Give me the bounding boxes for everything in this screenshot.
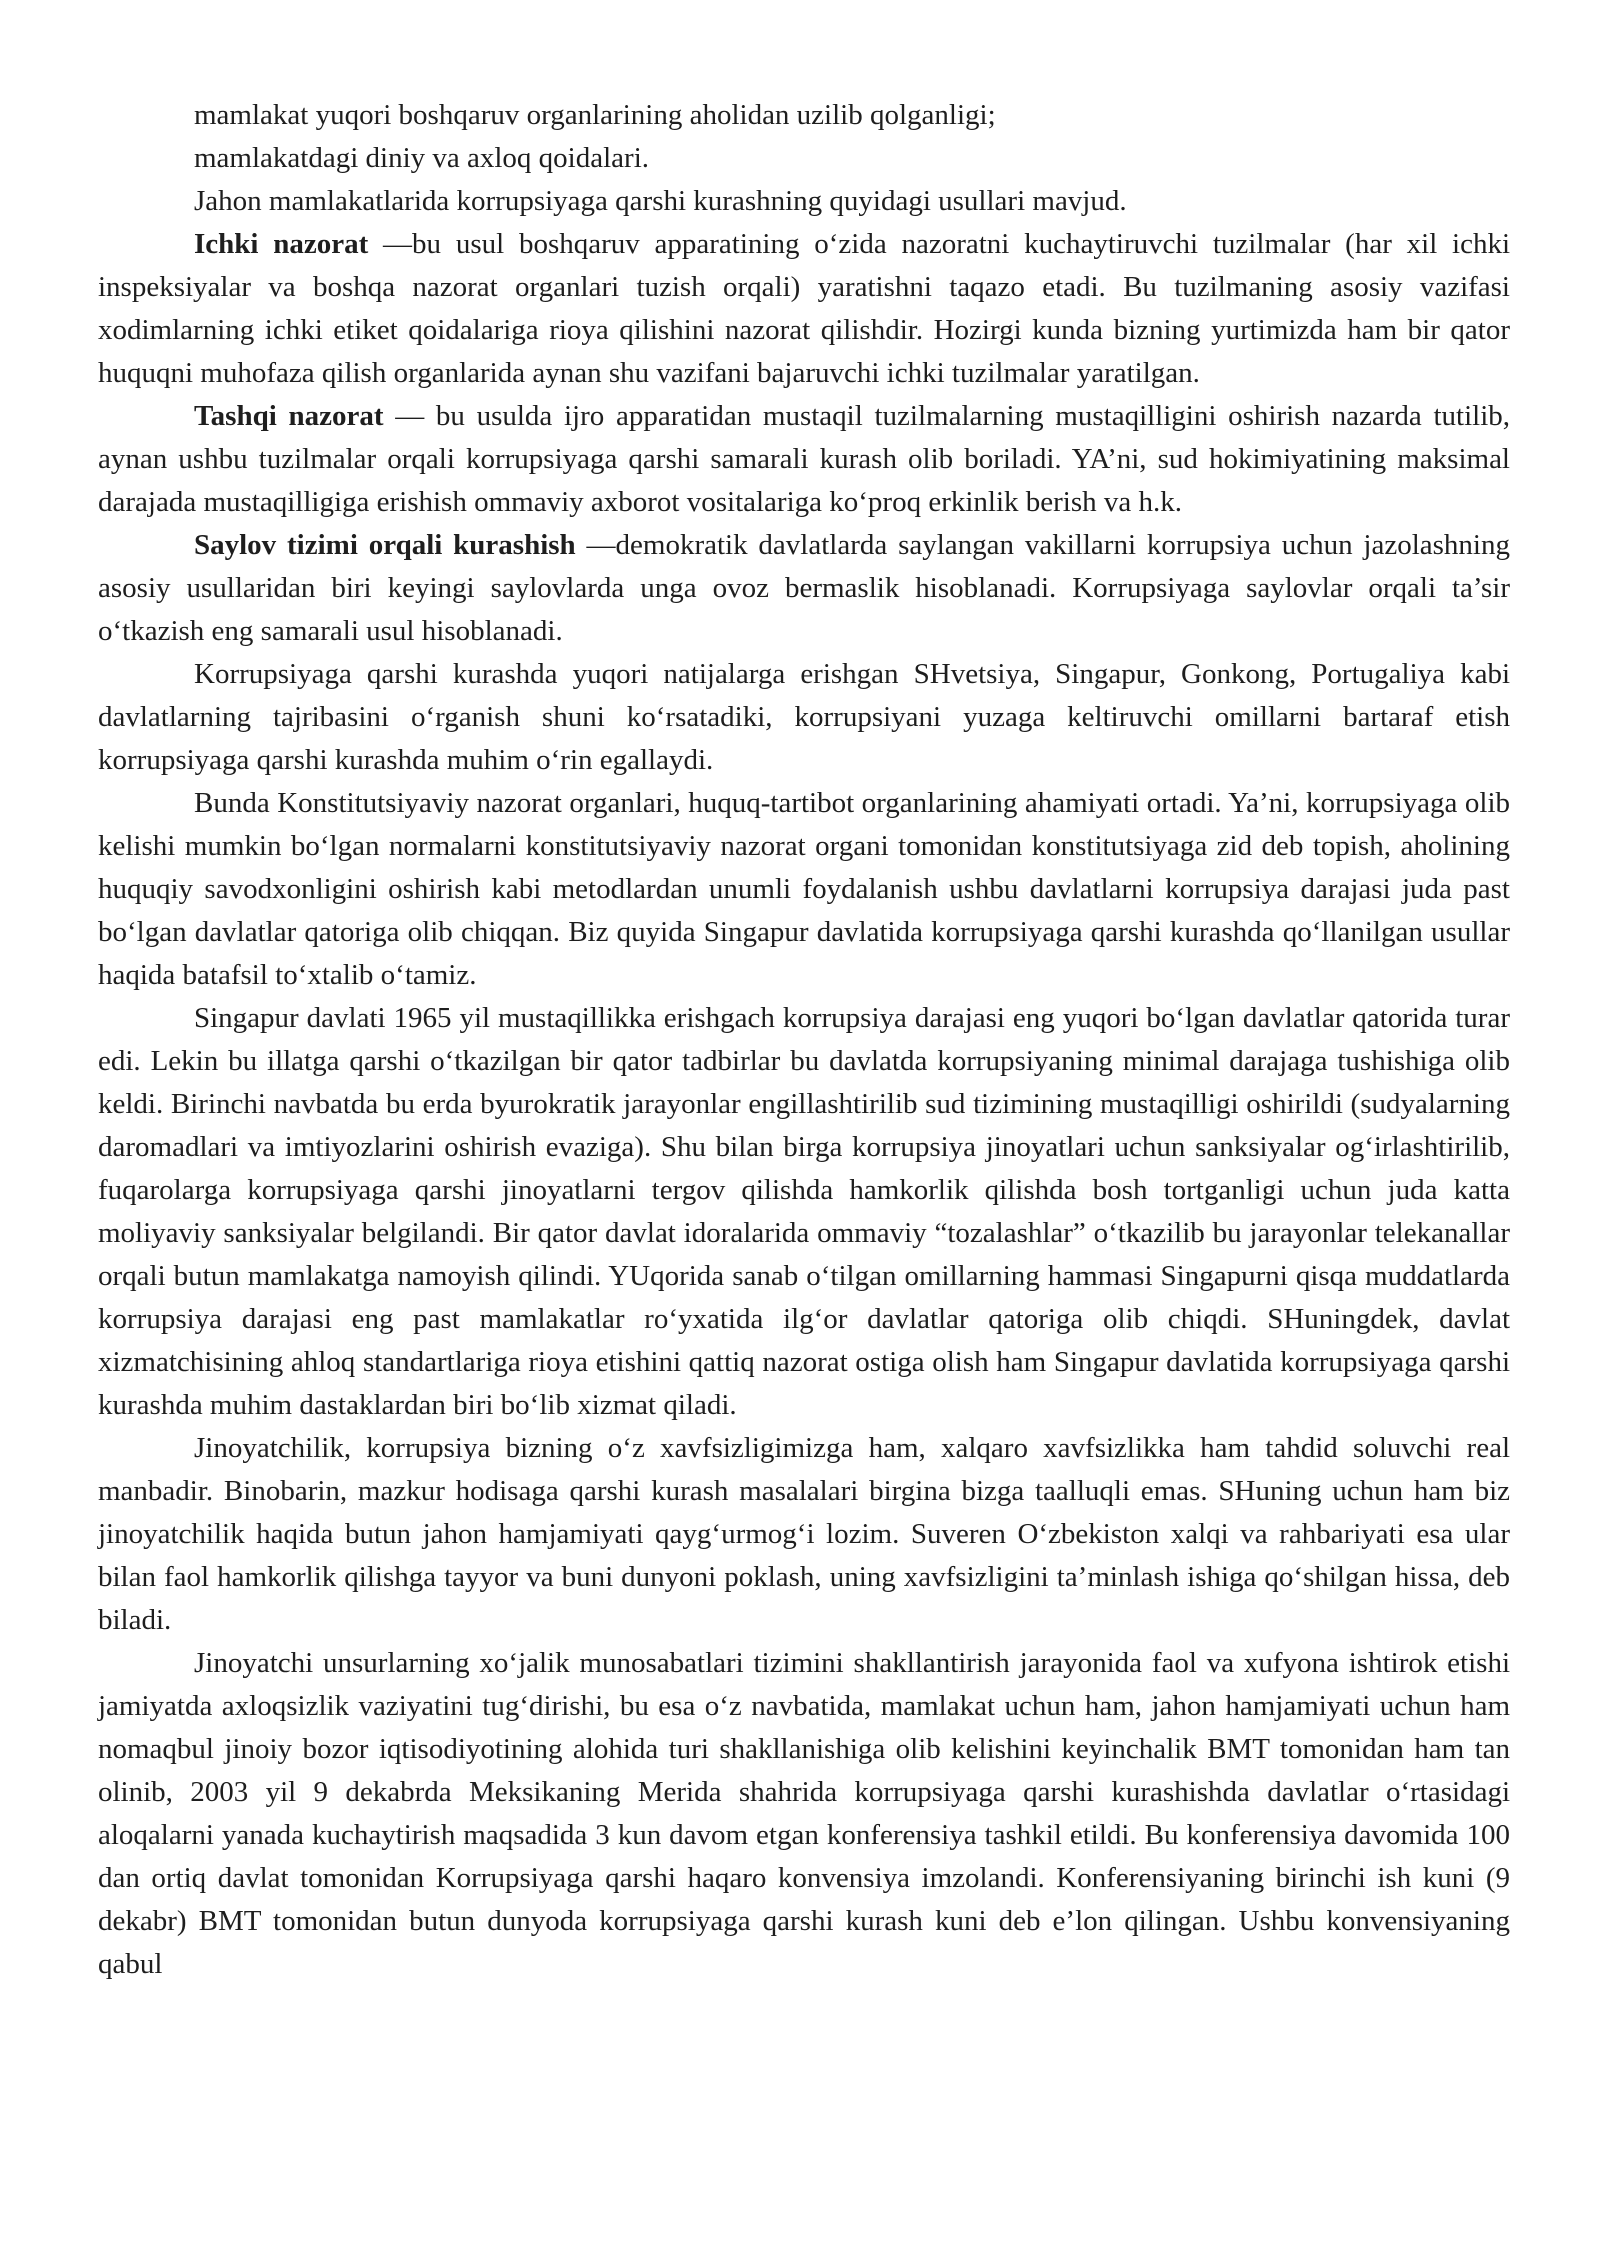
paragraph-text: Bunda Konstitutsiyaviy nazorat organlari, huquq-tartibot organlarining ahamiyati ortadi. Ya’ni, korrupsiyaga olib kelishi mumkin bo‘lgan normalarni konstitutsiyaviy nazorat organi tomonidan konstitutsiyaga zid deb topish, aholining huquqiy savodxonligini oshirish kabi metodlardan unumli foydalanish ushbu davlatlarni korrupsiya darajasi juda past bo‘lgan davlatlar qatoriga olib chiqqan. Biz quyida Singapur davlatida korrupsiyaga qarshi kurashda qo‘llanilgan usullar haqida batafsil to‘xtalib o‘tamiz.	[98, 787, 1510, 991]
paragraph	[98, 137, 1510, 180]
paragraph-lead: Tashqi nazorat	[194, 400, 384, 432]
paragraph	[98, 1642, 1510, 1986]
paragraph-text: —bu usul boshqaruv apparatining o‘zida nazoratni kuchaytiruvchi tuzilmalar (har xil ichki inspeksiyalar va boshqa nazorat organlari tuzish orqali) yaratishni taqazo etadi. Bu tuzilmaning asosiy vazifasi xodimlarning ichki etiket qoidalariga rioya qilishini nazorat qilishdir. Hozirgi kunda bizning yurtimizda ham bir qator huquqni muhofaza qilish organlarida aynan shu vazifani bajaruvchi ichki tuzilmalar yaratilgan.	[98, 228, 1511, 389]
paragraph	[98, 997, 1510, 1427]
paragraph-text: Jinoyatchi unsurlarning xo‘jalik munosabatlari tizimini shakllantirish jarayonida faol va xufyona ishtirok etishi jamiyatda axloqsizlik vaziyatini tug‘dirishi, bu esa o‘z navbatida, mamlakat uchun ham, jahon hamjamiyati uchun ham nomaqbul jinoiy bozor iqtisodiyotining alohida turi shakllanishiga olib kelishini keyinchalik BMT tomonidan ham tan olinib, 2003 yil 9 dekabrda Meksikaning Merida shahrida korrupsiyaga qarshi kurashishda davlatlar o‘rtasidagi aloqalarni yanada kuchaytirish maqsadida 3 kun davom etgan konferensiya tashkil etildi. Bu konferensiya davomida 100 dan ortiq davlat tomonidan Korrupsiyaga qarshi haqaro konvensiya imzolandi. Konferensiyaning birinchi ish kuni (9 dekabr) BMT tomonidan butun dunyoda korrupsiyaga qarshi kurash kuni deb e’lon qilingan. Ushbu konvensiyaning qabul	[98, 1647, 1510, 1980]
paragraph	[98, 94, 1510, 137]
paragraph	[98, 653, 1510, 782]
paragraph-text: Korrupsiyaga qarshi kurashda yuqori natijalarga erishgan SHvetsiya, Singapur, Gonkong, Portugaliya kabi davlatlarning tajribasini o‘rganish shuni ko‘rsatadiki, korrupsiyani yuzaga keltiruvchi omillarni bartaraf etish korrupsiyaga qarshi kurashda muhim o‘rin egallaydi.	[98, 658, 1510, 776]
paragraph	[98, 1427, 1510, 1642]
paragraph-text: Jahon mamlakatlarida korrupsiyaga qarshi kurashning quyidagi usullari mavjud.	[194, 185, 1127, 217]
paragraph-lead: Saylov tizimi orqali kurashish	[194, 529, 576, 561]
paragraph-text: mamlakat yuqori boshqaruv organlarining aholidan uzilib qolganligi;	[194, 99, 996, 131]
document-page	[98, 94, 1510, 1986]
paragraph	[98, 180, 1510, 223]
paragraph-text: — bu usulda ijro apparatidan mustaqil tuzilmalarning mustaqilligini oshirish nazarda tutilib, aynan ushbu tuzilmalar orqali korrupsiyaga qarshi samarali kurash olib boriladi. YA’ni, sud hokimiyatining maksimal darajada mustaqilligiga erishish ommaviy axborot vositalariga ko‘proq erkinlik berish va h.k.	[98, 400, 1511, 518]
paragraph-text: Singapur davlati 1965 yil mustaqillikka erishgach korrupsiya darajasi eng yuqori bo‘lgan davlatlar qatorida turar edi. Lekin bu illatga qarshi o‘tkazilgan bir qator tadbirlar bu davlatda korrupsiyaning minimal darajaga tushishiga olib keldi. Birinchi navbatda bu erda byurokratik jarayonlar engillashtirilib sud tizimining mustaqilligi oshirildi (sudyalarning daromadlari va imtiyozlarini oshirish evaziga). Shu bilan birga korrupsiya jinoyatlari uchun sanksiyalar og‘irlashtirilib, fuqarolarga korrupsiyaga qarshi jinoyatlarni tergov qilishda hamkorlik qilishda bosh tortganligi uchun juda katta moliyaviy sanksiyalar belgilandi. Bir qator davlat idoralarida ommaviy “tozalashlar” o‘tkazilib bu jarayonlar telekanallar orqali butun mamlakatga namoyish qilindi. YUqorida sanab o‘tilgan omillarning hammasi Singapurni qisqa muddatlarda korrupsiya darajasi eng past mamlakatlar ro‘yxatida ilg‘or davlatlar qatoriga olib chiqdi. SHuningdek, davlat xizmatchisining ahloq standartlariga rioya etishini qattiq nazorat ostiga olish ham Singapur davlatida korrupsiyaga qarshi kurashda muhim dastaklardan biri bo‘lib xizmat qiladi.	[98, 1002, 1510, 1421]
paragraph-text: Jinoyatchilik, korrupsiya bizning o‘z xavfsizligimizga ham, xalqaro xavfsizlikka ham tahdid soluvchi real manbadir. Binobarin, mazkur hodisaga qarshi kurash masalalari birgina bizga taalluqli emas. SHuning uchun ham biz jinoyatchilik haqida butun jahon hamjamiyati qayg‘urmog‘i lozim. Suveren O‘zbekiston xalqi va rahbariyati esa ular bilan faol hamkorlik qilishga tayyor va buni dunyoni poklash, uning xavfsizligini ta’minlash ishiga qo‘shilgan hissa, deb biladi.	[98, 1432, 1510, 1636]
paragraph-text: —demokratik davlatlarda saylangan vakillarni korrupsiya uchun jazolashning asosiy usullaridan biri keyingi saylovlarda unga ovoz bermaslik hisoblanadi. Korrupsiyaga saylovlar orqali ta’sir o‘tkazish eng samarali usul hisoblanadi.	[98, 529, 1510, 647]
paragraph	[98, 782, 1510, 997]
paragraph-text: mamlakatdagi diniy va axloq qoidalari.	[194, 142, 650, 174]
paragraph-lead: Ichki nazorat	[194, 228, 369, 260]
paragraph	[98, 395, 1510, 524]
paragraph	[98, 223, 1510, 395]
paragraph	[98, 524, 1510, 653]
